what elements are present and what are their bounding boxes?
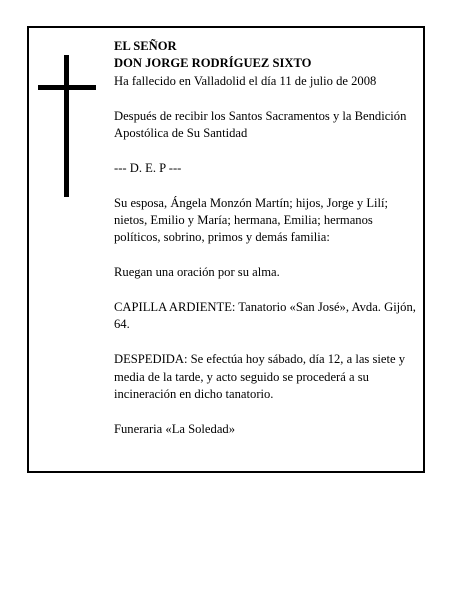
latin-cross-icon: [38, 55, 96, 197]
farewell-info: DESPEDIDA: Se efectúa hoy sábado, día 12, a las siete y media de la tarde, y acto seguido se procederá a su incineración en dicho tanatorio.: [114, 352, 405, 402]
prayer-request: Ruegan una oración por su alma.: [114, 265, 280, 280]
deceased-name: DON JORGE RODRÍGUEZ SIXTO: [114, 56, 312, 71]
rip-line: --- D. E. P ---: [114, 160, 182, 175]
chapel-info: CAPILLA ARDIENTE: Tanatorio «San José», Avda. Gijón, 64.: [114, 300, 416, 332]
deceased-title: EL SEÑOR: [114, 39, 177, 53]
obituary-text: [114, 38, 420, 456]
cross-vertical-bar: [64, 55, 69, 197]
death-announcement: Ha fallecido en Valladolid el día 11 de julio de 2008: [114, 73, 377, 88]
family-paragraph: Su esposa, Ángela Monzón Martín; hijos, Jorge y Lilí; nietos, Emilio y María; hermana, Emilia; hermanos políticos, sobrino, primos y demás familia:: [114, 195, 389, 245]
sacraments-paragraph: Después de recibir los Santos Sacramentos y la Bendición Apostólica de Su Santidad: [114, 108, 407, 141]
cross-horizontal-bar: [38, 85, 96, 90]
funeral-home: Funeraria «La Soledad»: [114, 421, 235, 436]
